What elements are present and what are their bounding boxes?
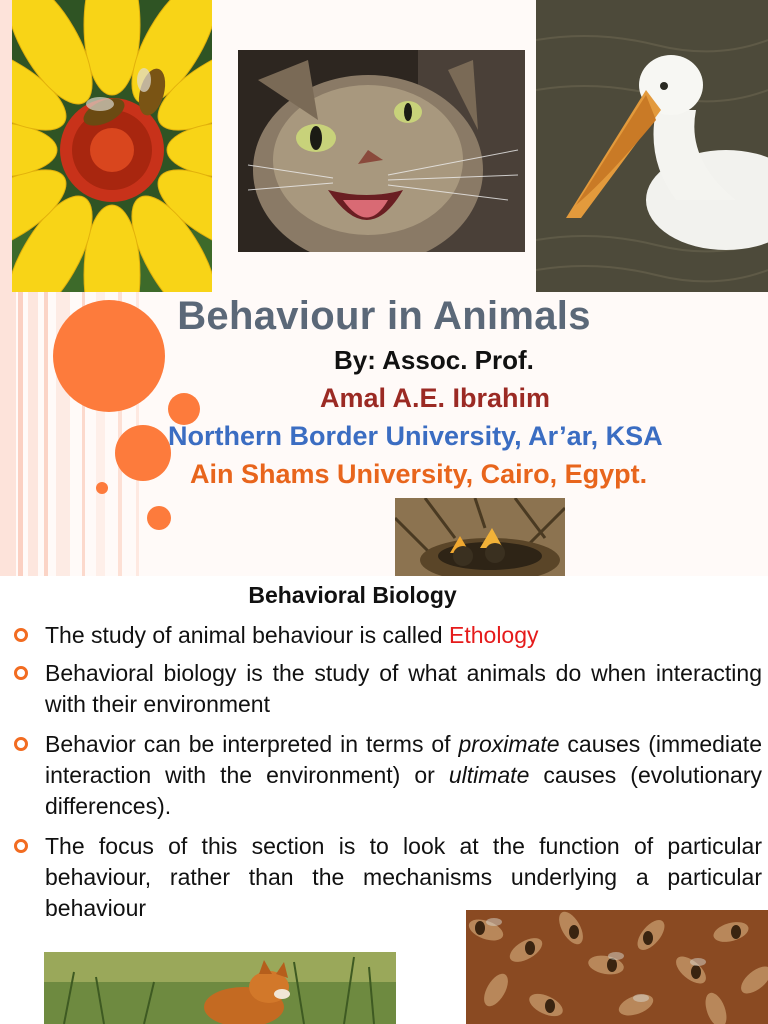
bullet-item [14,729,762,822]
ultimate-term: ultimate [448,762,530,788]
bullet-item [14,620,762,651]
content-slide [0,576,768,1024]
flower-bees-photo [12,0,212,292]
ethology-term: Ethology [449,622,539,648]
bullet-text: Behavior can be interpreted in terms of proximate causes (immediate interaction with the environment) or ultimate causes (evolutionary differences). [45,731,762,819]
decorative-circle [115,425,171,481]
honeybees-photo [466,910,768,1024]
bullet-text: The study of animal behaviour is called Ethology [45,622,539,648]
proximate-term: proximate [458,731,560,757]
affiliation-northern-border: Northern Border University, Ar’ar, KSA [168,421,663,451]
bird-nest-photo [395,498,565,576]
bullet-text: The focus of this section is to look at the function of particular behaviour, rather than the mechanisms underlying a particular behaviour [45,833,762,921]
author-name: Amal A.E. Ibrahim [320,383,551,413]
pelican-photo [536,0,768,292]
slide-heading: Behavioral Biology [248,582,457,608]
fox-photo [44,952,396,1024]
affiliation-ain-shams: Ain Shams University, Cairo, Egypt. [190,459,648,489]
bullet-text: Behavioral biology is the study of what animals do when interacting with their environment [45,660,762,717]
bullet-item [14,658,762,720]
bullet-ring-icon [14,628,28,642]
decorative-circle [147,506,171,530]
bullet-ring-icon [14,666,28,680]
decorative-circle [96,482,108,494]
byline: By: Assoc. Prof. [334,345,534,375]
bullet-ring-icon [14,737,28,751]
hissing-cat-photo [238,50,525,252]
slide-title: Behaviour in Animals [177,294,591,338]
